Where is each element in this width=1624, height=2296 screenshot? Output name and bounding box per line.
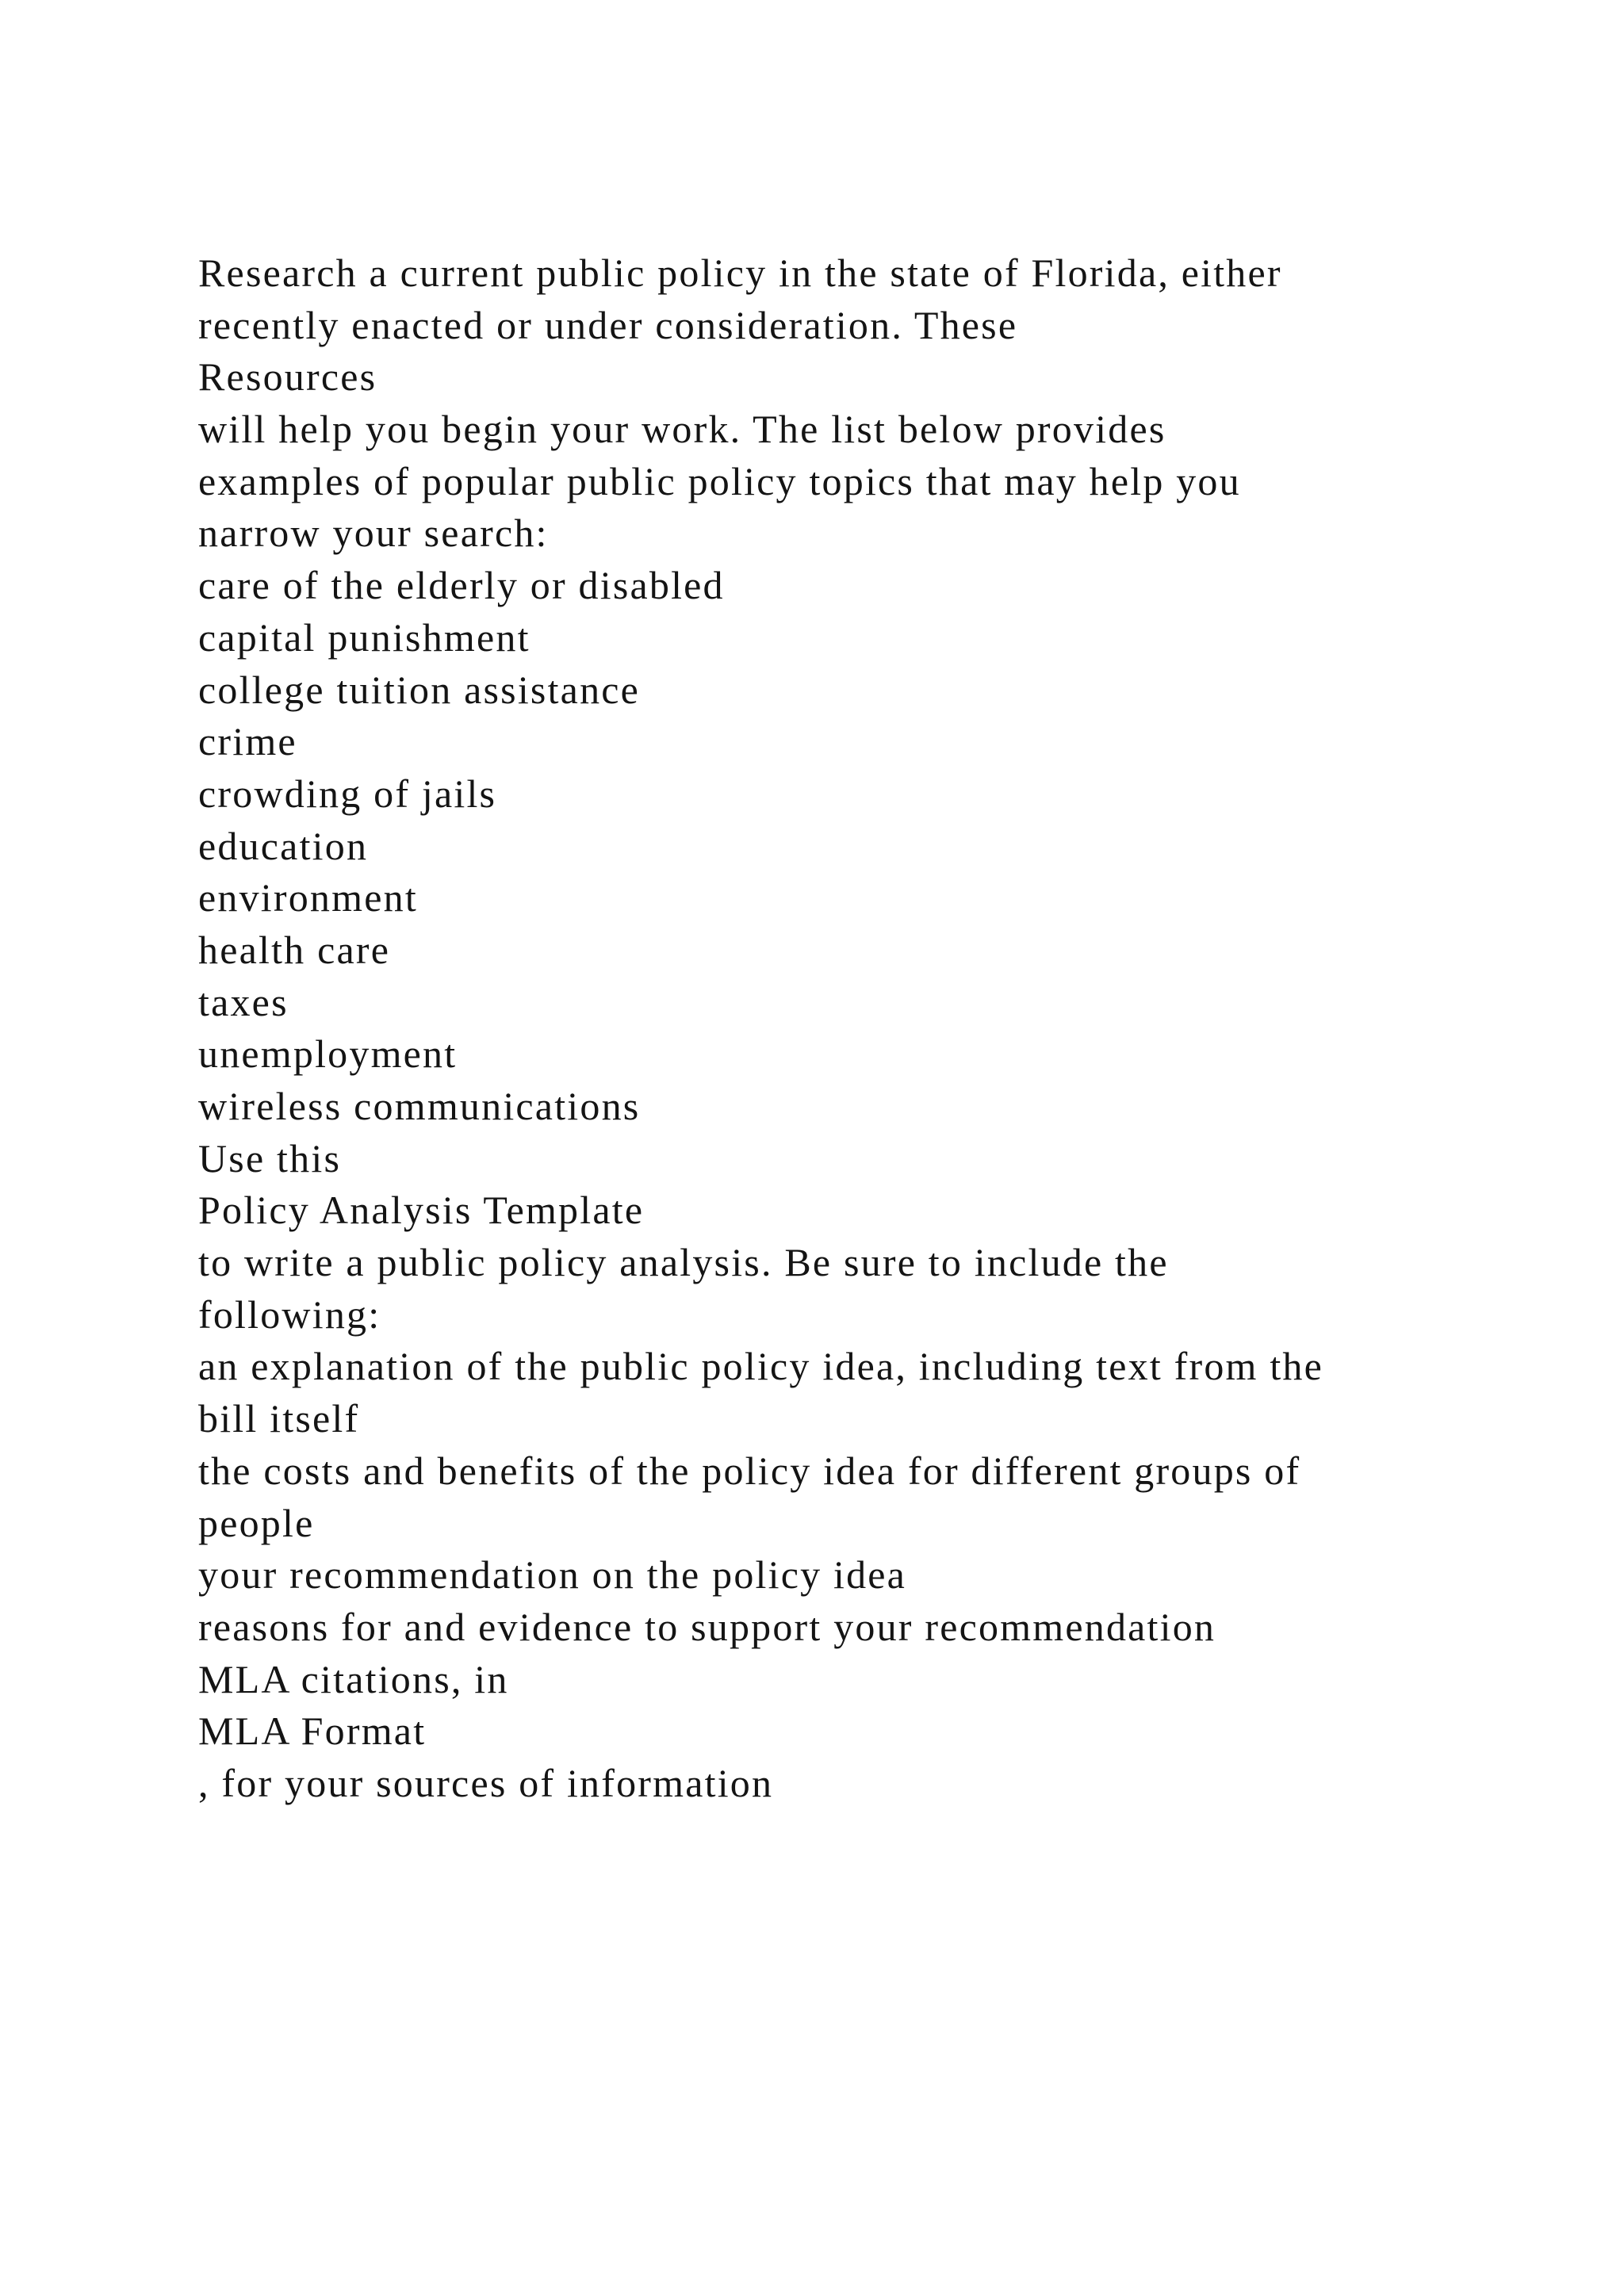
topic-item: education [198,823,369,868]
document-body [198,247,1546,1810]
instruction-line: Use this [198,1135,342,1181]
requirement-item: your recommendation on the policy idea [198,1552,907,1598]
topic-item: crime [198,719,297,764]
requirement-item: MLA citations, in [198,1656,509,1701]
intro-line: narrow your search: [198,511,549,556]
template-link-text: Policy Analysis Template [198,1188,645,1233]
requirement-item: an explanation of the public policy idea, including text from the [198,1344,1324,1389]
resources-link-text: Resources [198,354,377,400]
topic-item: capital punishment [198,614,530,660]
topic-item: college tuition assistance [198,667,641,712]
topic-item: crowding of jails [198,771,497,816]
requirement-item: people [198,1500,315,1545]
topic-item: care of the elderly or disabled [198,563,725,608]
topic-item: taxes [198,979,289,1024]
requirement-item: the costs and benefits of the policy idea for different groups of [198,1448,1301,1493]
requirement-item: reasons for and evidence to support your recommendation [198,1604,1216,1649]
topic-item: wireless communications [198,1084,641,1128]
intro-line: recently enacted or under consideration. These [198,302,1018,347]
intro-line: will help you begin your work. The list below provides [198,407,1166,452]
topic-item: environment [198,875,418,920]
topic-item: unemployment [198,1031,458,1077]
instruction-line: to write a public policy analysis. Be sure to include the [198,1240,1169,1285]
intro-line: Research a current public policy in the state of Florida, either [198,251,1282,295]
instruction-line: following: [198,1292,381,1337]
requirement-item: , for your sources of information [198,1760,774,1805]
requirement-item: bill itself [198,1396,360,1441]
mla-format-link-text: MLA Format [198,1709,427,1754]
intro-line: examples of popular public policy topics that may help you [198,458,1241,503]
topic-item: health care [198,927,391,972]
